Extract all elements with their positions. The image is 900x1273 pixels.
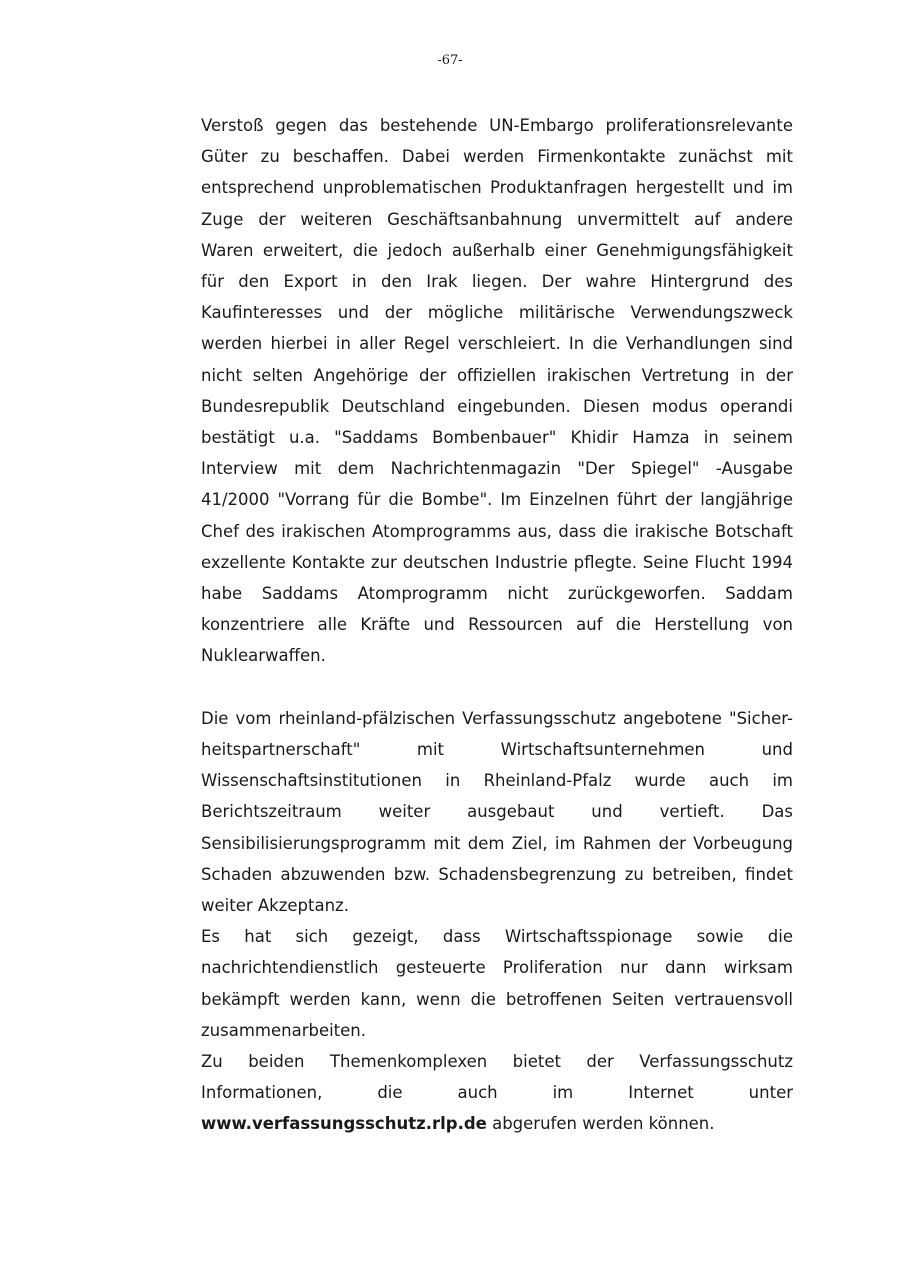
document-body (201, 110, 793, 1140)
page-number: -67- (437, 53, 463, 68)
website-link[interactable]: www.verfassungsschutz.rlp.de (201, 1114, 487, 1134)
closing-outro-text: abgerufen werden können. (486, 1114, 715, 1134)
closing-intro-text: Zu beiden Themenkomplexen bietet der Verfassungsschutz Informationen, die auch im Internet unter (201, 1052, 793, 1103)
paragraph-closing (201, 1046, 793, 1140)
paragraph-proliferation: Verstoß gegen das bestehende UN-Embargo proliferationsrelevante Güter zu beschaffen. Dabei werden Firmenkontakte zunächst mit entsprechend unproblematischen Produktanfragen hergestellt und im Zuge der weiteren Geschäftsanbahnung unvermittelt auf andere Waren erweitert, die jedoch außerhalb einer Genehmigungsfähigkeit für den Export in den Irak liegen. Der wahre Hintergrund des Kaufinteresses und der mögliche militärische Verwendungszweck werden hierbei in aller Regel verschleiert. In die Verhandlungen sind nicht selten Angehörige der offiziellen irakischen Vertretung in der Bundesrepublik Deutschland eingebunden. Diesen modus operandi bestätigt u.a. "Saddams Bombenbauer" Khidir Hamza in seinem Interview mit dem Nachrichtenmagazin "Der Spiegel" -Ausgabe 41/2000 "Vorrang für die Bombe". Im Einzelnen führt der langjährige Chef des irakischen Atomprogramms aus, dass die irakische Botschaft exzellente Kontakte zur deutschen Industrie pflegte. Seine Flucht 1994 habe Saddams Atomprogramm nicht zurückgeworfen. Saddam konzentriere alle Kräfte und Ressourcen auf die Herstellung von Nuklearwaffen. (201, 116, 793, 666)
paragraph-security-partnership: Die vom rheinland-pfälzischen Verfassungsschutz angebotene "Sicher-heitspartnerschaft" mit Wirtschaftsunternehmen und Wissenschaftsinstitutionen in Rheinland-Pfalz wurde auch im Berichtszeitraum weiter ausgebaut und vertieft. Das Sensibilisierungsprogramm mit dem Ziel, im Rahmen der Vorbeugung Schaden abzuwenden bzw. Schadensbegrenzung zu betreiben, findet weiter Akzeptanz. (201, 708, 793, 916)
paragraph-cooperation: Es hat sich gezeigt, dass Wirtschaftsspionage sowie die nachrichtendienstlich gesteuerte Proliferation nur dann wirksam bekämpft werden kann, wenn die betroffenen Seiten vertrauensvoll zusammenarbeiten. (201, 927, 793, 1040)
